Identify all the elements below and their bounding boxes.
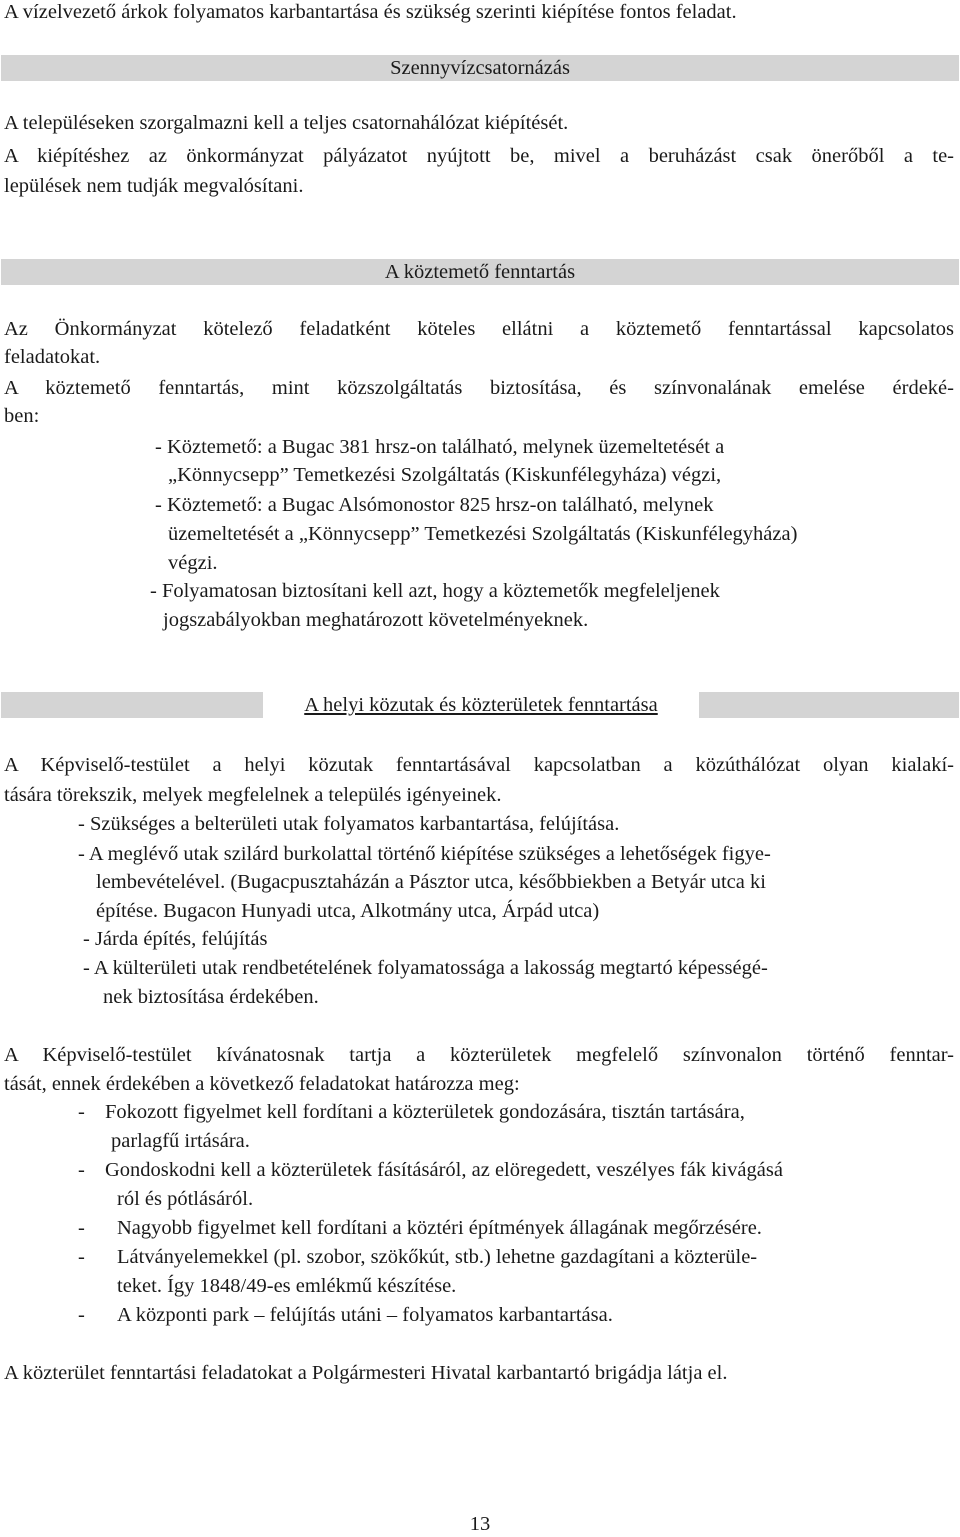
section-heading: Szennyvízcsatornázás: [390, 57, 570, 79]
list-item: Gondoskodni kell a közterületek fásításáról, az elöregedett, veszélyes fák kivágásá: [105, 1159, 783, 1181]
body-text-line: Az Önkormányzat kötelező feladatként köteles ellátni a köztemető fenntartással kapcsolatos: [4, 318, 954, 340]
list-item-continuation: építése. Bugacon Hunyadi utca, Alkotmány utca, Árpád utca): [96, 900, 600, 922]
list-dash: -: [78, 1101, 85, 1123]
list-dash: -: [78, 1304, 85, 1326]
list-item: - Köztemető: a Bugac Alsómonostor 825 hrsz-on található, melynek: [155, 494, 714, 516]
section-heading: A helyi közutak és közterületek fenntartása: [263, 691, 699, 719]
body-text-line: A településeken szorgalmazni kell a teljes csatornahálózat kiépítését.: [4, 112, 569, 134]
list-item-continuation: üzemeltetését a „Könnycsepp” Temetkezési Szolgáltatás (Kiskunfélegyháza): [168, 523, 798, 545]
list-item: - Járda építés, felújítás: [83, 928, 268, 950]
body-text-line: A közterület fenntartási feladatokat a Polgármesteri Hivatal karbantartó brigádja látja el.: [4, 1362, 728, 1384]
list-item-continuation: „Könnycsepp” Temetkezési Szolgáltatás (Kiskunfélegyháza) végzi,: [168, 464, 722, 486]
list-item: - A meglévő utak szilárd burkolattal történő kiépítése szükséges a lehetőségek figye-: [78, 843, 771, 865]
list-item: A központi park – felújítás utáni – folyamatos karbantartása.: [117, 1304, 613, 1326]
section-heading: A köztemető fenntartás: [384, 261, 576, 283]
list-item-continuation: teket. Így 1848/49-es emlékmű készítése.: [117, 1275, 457, 1297]
list-dash: -: [78, 1217, 85, 1239]
list-item: - Köztemető: a Bugac 381 hrsz-on található, melynek üzemeltetését a: [155, 436, 725, 458]
page-number: 13: [469, 1513, 491, 1535]
list-dash: -: [78, 1159, 85, 1181]
body-text-line: tására törekszik, melyek megfelelnek a település igényeinek.: [4, 784, 502, 806]
body-text-line: A kiépítéshez az önkormányzat pályázatot nyújtott be, mivel a beruházást csak önerőből a te-: [4, 145, 954, 167]
body-text-line: ben:: [4, 405, 40, 427]
body-text-line: A köztemető fenntartás, mint közszolgáltatás biztosítása, és színvonalának emelése érdeké-: [4, 377, 954, 399]
body-text-line: tását, ennek érdekében a következő feladatokat határozza meg:: [4, 1073, 520, 1095]
body-text-line: A Képviselő-testület a helyi közutak fenntartásával kapcsolatban a közúthálózat olyan kialakí-: [4, 754, 954, 776]
body-text-line: A vízelvezető árkok folyamatos karbantartása és szükség szerinti kiépítése fontos feladat.: [4, 1, 737, 23]
list-dash: -: [78, 1246, 85, 1268]
list-item: Fokozott figyelmet kell fordítani a közterületek gondozására, tisztán tartására,: [105, 1101, 745, 1123]
list-item: Látványelemekkel (pl. szobor, szökőkút, stb.) lehetne gazdagítani a közterüle-: [117, 1246, 758, 1268]
body-text-line: feladatokat.: [4, 346, 101, 368]
list-item-continuation: parlagfű irtására.: [111, 1130, 250, 1152]
list-item-continuation: végzi.: [168, 552, 218, 574]
list-item-continuation: ról és pótlásáról.: [117, 1188, 254, 1210]
list-item: - A külterületi utak rendbetételének folyamatossága a lakosság megtartó képességé-: [83, 957, 768, 979]
body-text-line: lepülések nem tudják megvalósítani.: [4, 175, 304, 197]
list-item: - Szükséges a belterületi utak folyamatos karbantartása, felújítása.: [78, 813, 620, 835]
list-item: Nagyobb figyelmet kell fordítani a köztéri építmények állagának megőrzésére.: [117, 1217, 762, 1239]
list-item-continuation: nek biztosítása érdekében.: [103, 986, 319, 1008]
list-item-continuation: lembevételével. (Bugacpusztaházán a Pásztor utca, későbbiekben a Betyár utca ki: [96, 871, 766, 893]
body-text-line: A Képviselő-testület kívánatosnak tartja a közterületek megfelelő színvonalon történő fenntar-: [4, 1044, 954, 1066]
list-item-continuation: jogszabályokban meghatározott követelményeknek.: [163, 609, 589, 631]
list-item: - Folyamatosan biztosítani kell azt, hogy a köztemetők megfeleljenek: [150, 580, 720, 602]
